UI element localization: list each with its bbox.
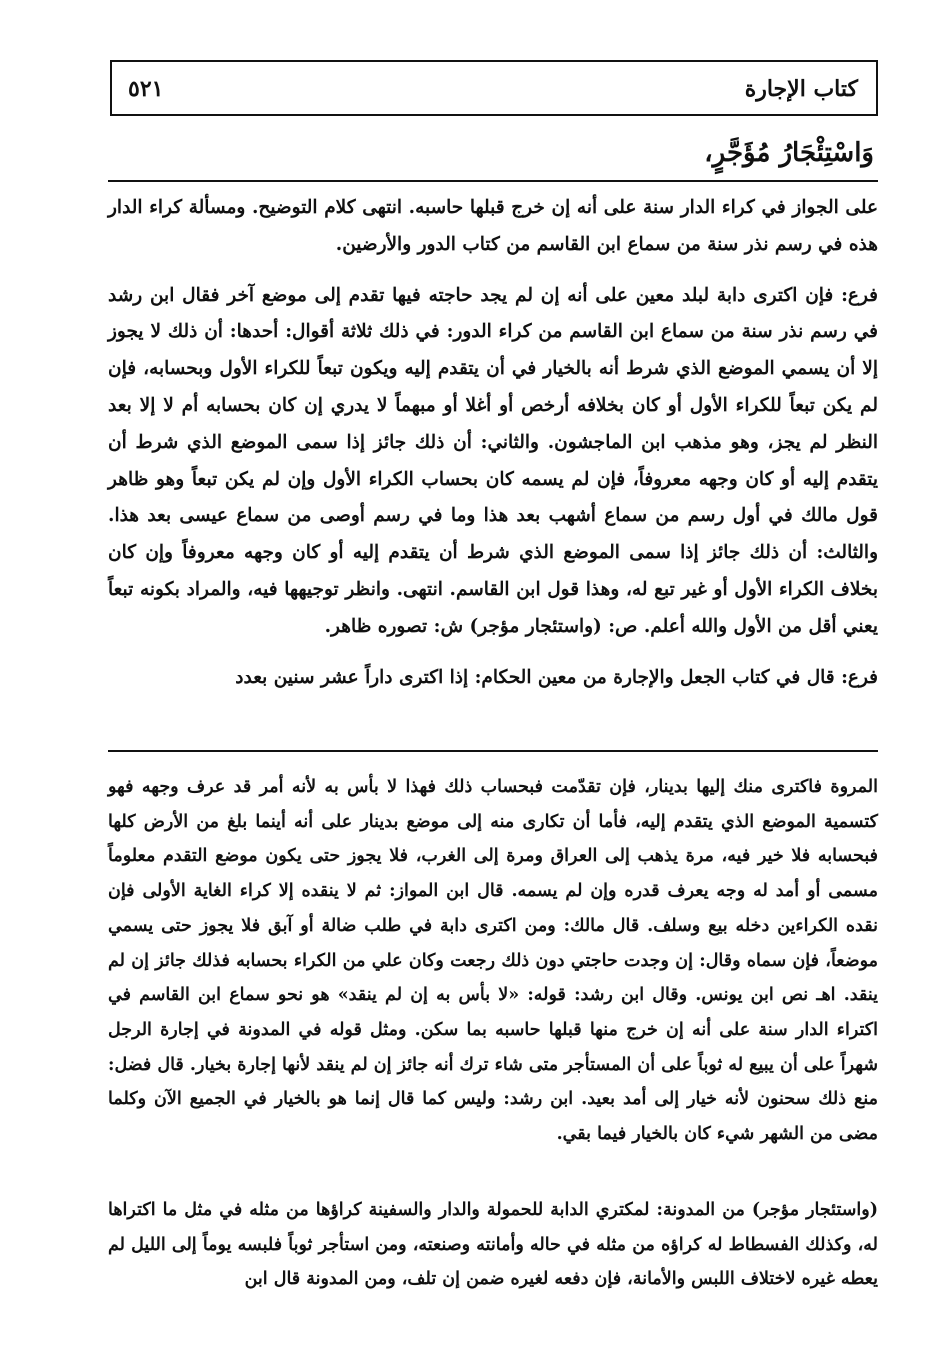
footnote-paragraph: (واستئجار مؤجر) من المدونة: لمكتري الدابة للحمولة والدار والسفينة كراؤها من مثله في مثل ما اكتراها له، وكذلك الفسطاط له كراؤه من مثله في حاله وأمانته وصنعته، ومن استأجر ثوباً فلبسه يوماً إلى الليل لم يعطه غيره لاختلاف اللبس والأمانة، فإن دفعه لغيره ضمن إن تلف، ومن المدونة قال ابن bbox=[108, 1200, 878, 1290]
page-number: ٥٢١ bbox=[128, 76, 164, 102]
commentary-paragraph: فرع: فإن اكترى دابة لبلد معين على أنه إن لم يجد حاجته فيها تقدم إلى موضع آخر فقال ابن رشد في رسم نذر سنة من سماع ابن القاسم من كراء الدور: في ذلك ثلاثة أقوال: أحدها: أن ذلك لا يجوز إلا أن يسمي الموضع الذي شرط أنه بالخيار في أن يتقدم إليه ويكون تبعاً للكراء الأول وبحسابه، فإن لم يكن تبعاً للكراء الأول أو كان بخلافه أرخص أو أغلا أو مبهماً لا يدري إن كان بحسابه أم لا إلا بعد النظر لم يجز، وهو مذهب ابن الماجشون. والثاني: أن ذلك جائز إذا سمى الموضع الذي شرط أن يتقدم إليه أو كان وجهه معروفاً، فإن لم يسمه كان بحساب الكراء الأول وإن لم يكن تبعاً وهو ظاهر قول مالك في أول رسم من سماع أشهب بعد هذا وما في رسم أوصى من سماع عيسى بعد هذا. والثالث: أن ذلك جائز إذا سمى الموضع الذي شرط أن يتقدم إليه أو كان وجهه معروفاً وإن كان بخلاف الكراء الأول أو غير تبع له، وهذا قول ابن القاسم. انتهى. وانظر توجيهها فيه، والمراد بكونه تبعاً يعني أقل من الأول والله أعلم. ص: (واستئجار مؤجر) ش: تصوره ظاهر. bbox=[108, 284, 878, 637]
footnote-divider bbox=[108, 750, 878, 752]
commentary-section bbox=[108, 190, 878, 696]
footnotes-section-2 bbox=[108, 1193, 878, 1297]
footnotes-section bbox=[108, 770, 878, 1152]
matn-text: وَاسْتِئْجَارُ مُؤَجَّرٍ، bbox=[704, 138, 874, 168]
top-divider bbox=[108, 180, 878, 182]
chapter-title: كتاب الإجارة bbox=[744, 76, 858, 102]
commentary-paragraph: على الجواز في كراء الدار سنة على أنه إن خرج قبلها حاسبه. انتهى كلام التوضيح. ومسألة كراء الدار هذه في رسم نذر سنة من سماع ابن القاسم من كتاب الدور والأرضين. bbox=[108, 197, 878, 255]
commentary-paragraph: فرع: قال في كتاب الجعل والإجارة من معين الحكام: إذا اكترى داراً عشر سنين بعدد bbox=[235, 666, 878, 688]
running-header bbox=[110, 60, 878, 116]
footnote-paragraph: المروة فاكترى منك إليها بدينار، فإن تقدّمت فبحساب ذلك فهذا لا بأس به لأنه أمر قد عرف وجهه فهو كتسمية الموضع الذي يتقدم إليه، فأما أن تكارى منه إلى موضع بدينار على أنه أينما بلغ من الأرض كلها فبحسابه فلا خير فيه، مرة يذهب إلى العراق ومرة إلى الغرب، فلا يجوز حتى يكون موضع التقدم معلوماً مسمى أو أمد له وجه يعرف قدره وإن لم يسمه. قال ابن المواز: ثم لا ينقده إلا كراء الغاية الأولى فإن نقده الكراءين دخله بيع وسلف. قال مالك: ومن اكترى دابة في طلب ضالة أو آبق فلا يجوز حتى يسمي موضعاً، فإن سماه وقال: إن وجدت حاجتي دون ذلك رجعت وكان علي من الكراء بحسابه فذلك جائز إن لم ينقد. اهـ نص ابن يونس. وقال ابن رشد: قوله: «لا بأس به إن لم ينقد» هو نحو سماع ابن القاسم في اكتراء الدار سنة على أنه إن خرج منها قبلها حاسبه بما سكن. ومثل قوله في المدونة في إجارة الرجل شهراً على أن يبيع له ثوباً على أن المستأجر متى شاء ترك أنه جائز إن لم ينقد لأنها إجارة بخيار. قال فضل: منع ذلك سحنون لأنه خيار إلى أمد بعيد. ابن رشد: وليس كما قال إنما هو بالخيار في الجميع الآن وكلما مضى من الشهر شيء كان بالخيار فيما بقي. bbox=[108, 777, 878, 1145]
